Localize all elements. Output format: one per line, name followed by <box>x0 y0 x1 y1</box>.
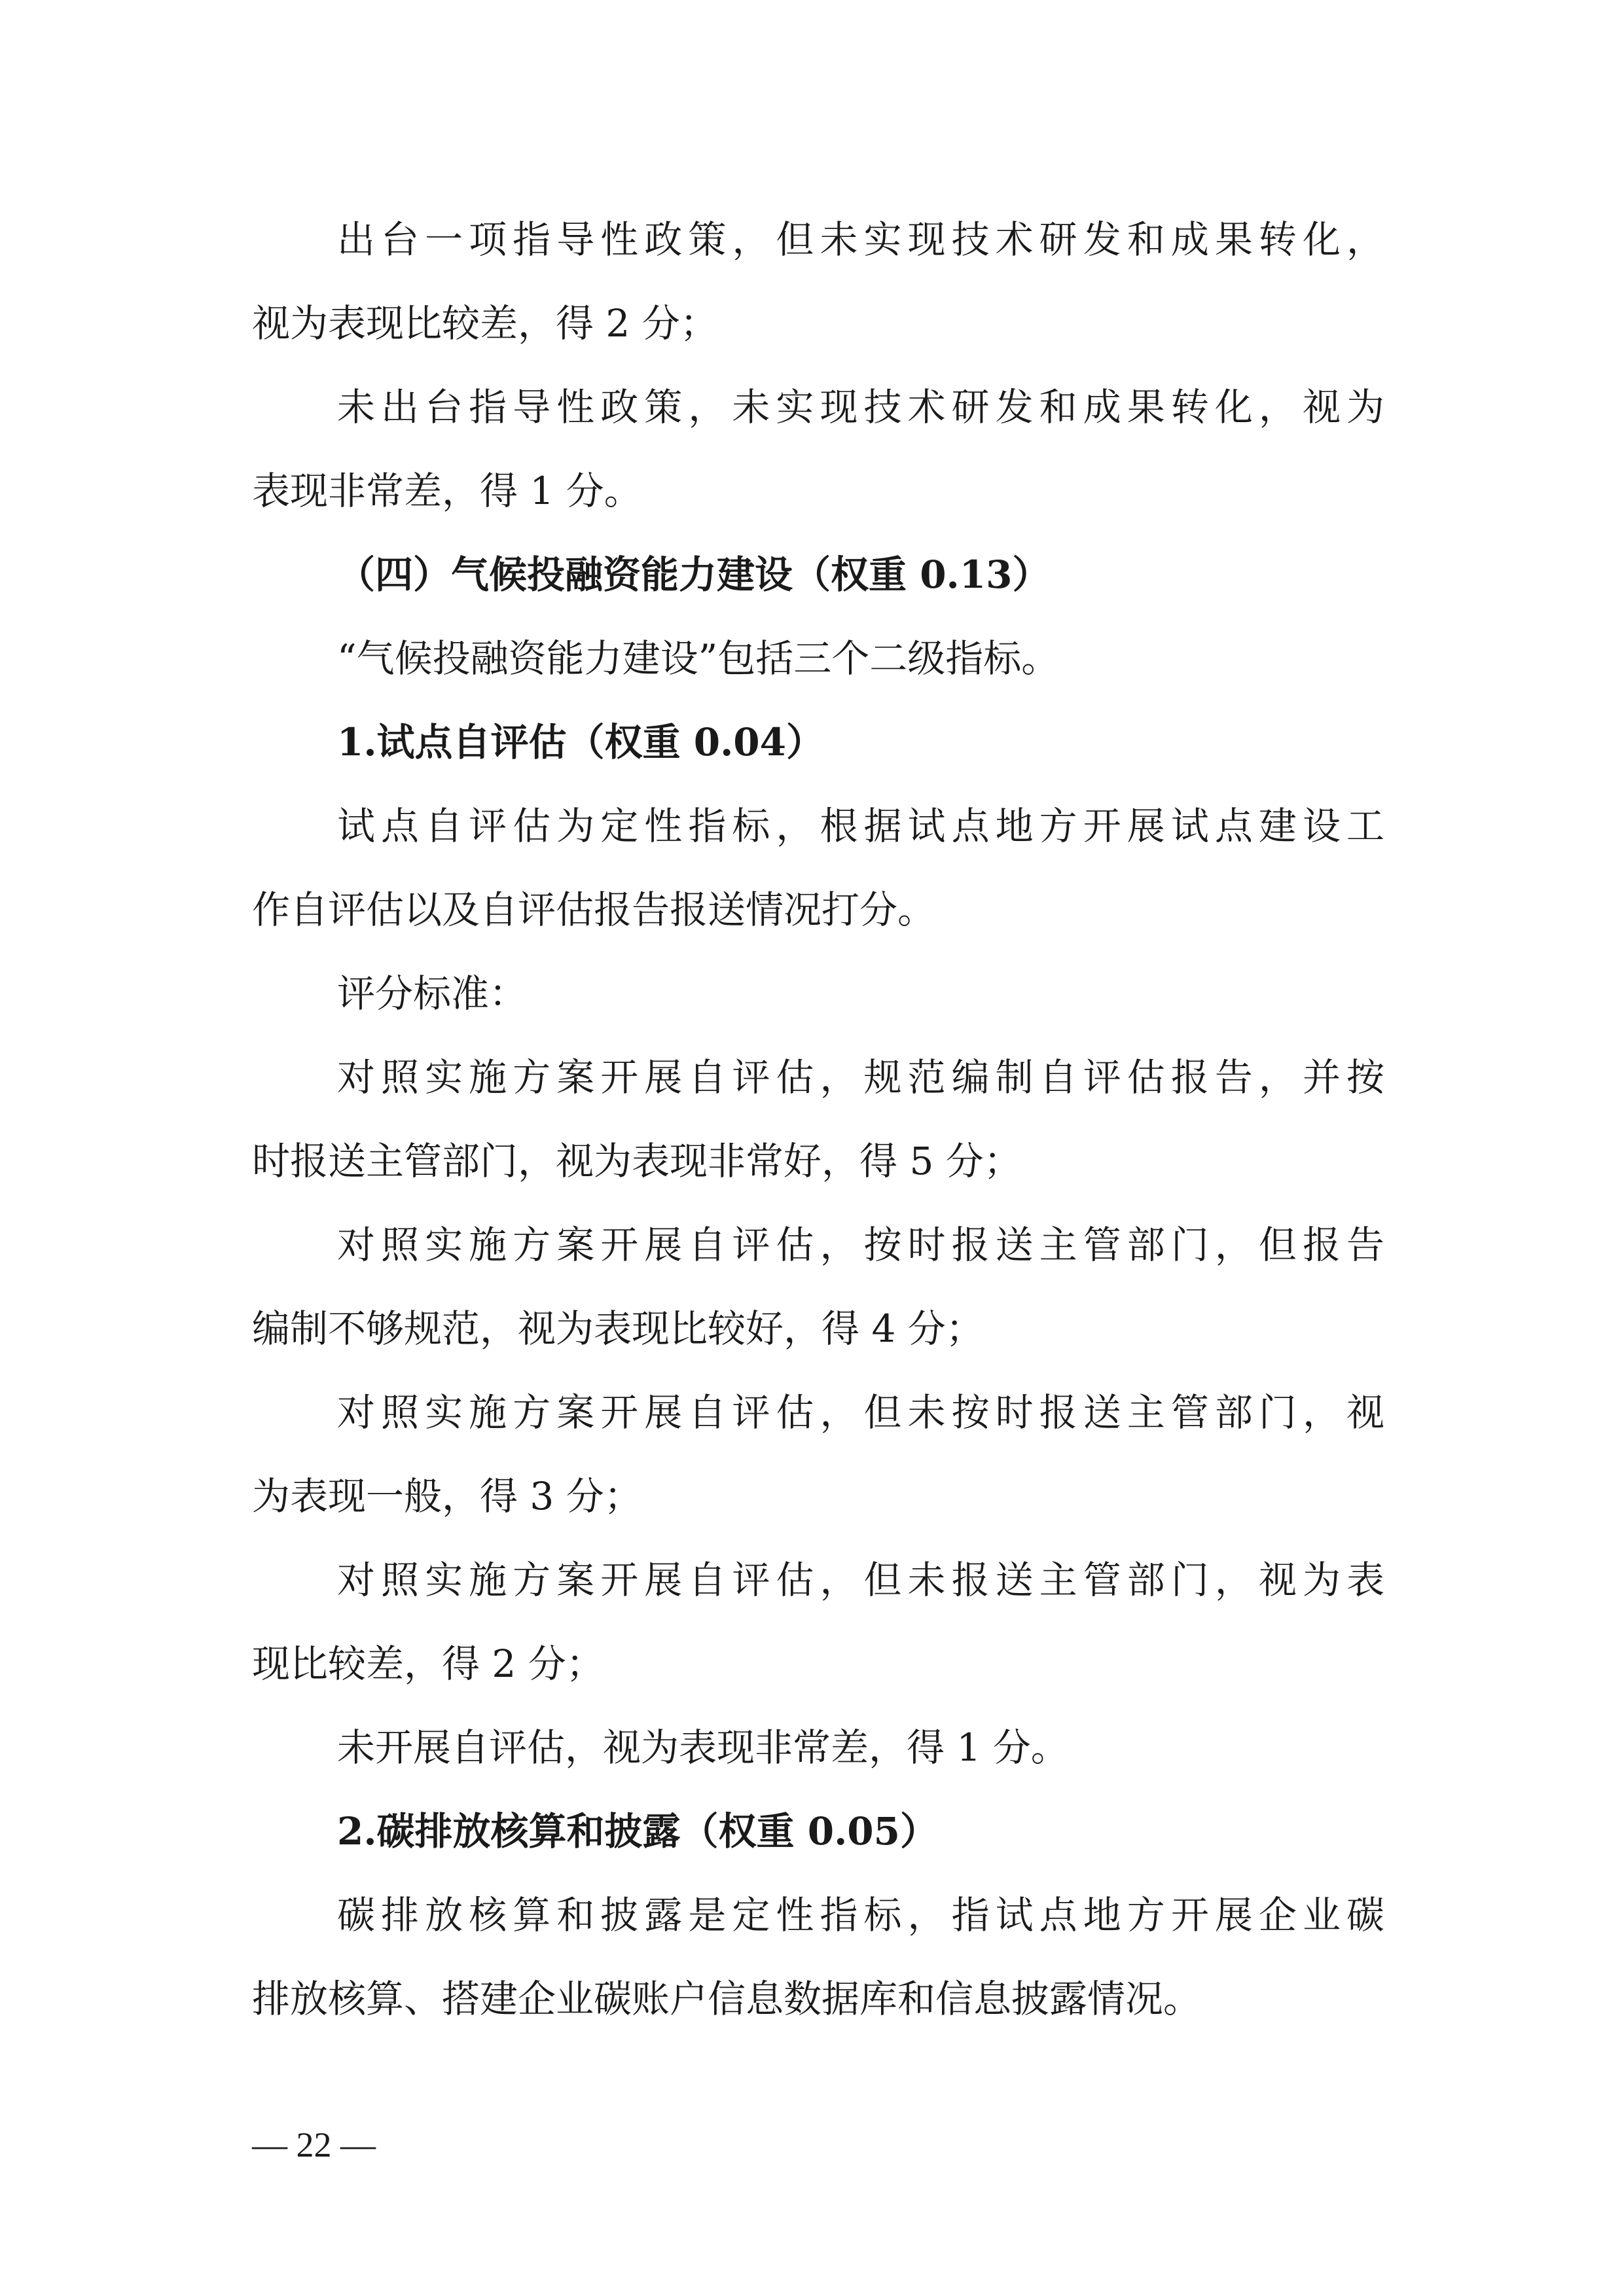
subsection-heading: 1.试点自评估（权重 0.04） <box>337 720 825 764</box>
paragraph-line: 时报送主管部门，视为表现非常好，得 5 分； <box>252 1139 1022 1183</box>
paragraph-line: 试点自评估为定性指标，根据试点地方开展试点建设工 <box>337 804 1384 848</box>
paragraph-line: 对照实施方案开展自评估，按时报送主管部门，但报告 <box>337 1223 1384 1267</box>
paragraph-line: 评分标准： <box>337 971 528 1016</box>
section-heading: （四）气候投融资能力建设（权重 0.13） <box>337 552 1051 597</box>
paragraph-line: 排放核算、搭建企业碳账户信息数据库和信息披露情况。 <box>252 1977 1202 2021</box>
paragraph-line: “气候投融资能力建设”包括三个二级指标。 <box>337 636 1060 681</box>
paragraph-line: 为表现一般，得 3 分； <box>252 1474 642 1518</box>
paragraph-line: 未出台指导性政策，未实现技术研发和成果转化，视为 <box>337 385 1384 429</box>
paragraph-line: 碳排放核算和披露是定性指标，指试点地方开展企业碳 <box>337 1893 1384 1937</box>
paragraph-line: 现比较差，得 2 分； <box>252 1641 604 1686</box>
paragraph-line: 对照实施方案开展自评估，但未报送主管部门，视为表 <box>337 1558 1384 1602</box>
paragraph-line: 编制不够规范，视为表现比较好，得 4 分； <box>252 1306 984 1351</box>
paragraph-line: 出台一项指导性政策，但未实现技术研发和成果转化， <box>337 217 1384 262</box>
paragraph-line: 视为表现比较差，得 2 分； <box>252 301 718 346</box>
page-number: — 22 — <box>252 2125 376 2164</box>
paragraph-line: 未开展自评估，视为表现非常差，得 1 分。 <box>337 1725 1069 1770</box>
paragraph-line: 作自评估以及自评估报告报送情况打分。 <box>252 888 936 932</box>
paragraph-line: 表现非常差，得 1 分。 <box>252 469 642 513</box>
subsection-heading: 2.碳排放核算和披露（权重 0.05） <box>337 1809 939 1854</box>
paragraph-line: 对照实施方案开展自评估，但未按时报送主管部门，视 <box>337 1390 1384 1435</box>
paragraph-line: 对照实施方案开展自评估，规范编制自评估报告，并按 <box>337 1055 1384 1100</box>
